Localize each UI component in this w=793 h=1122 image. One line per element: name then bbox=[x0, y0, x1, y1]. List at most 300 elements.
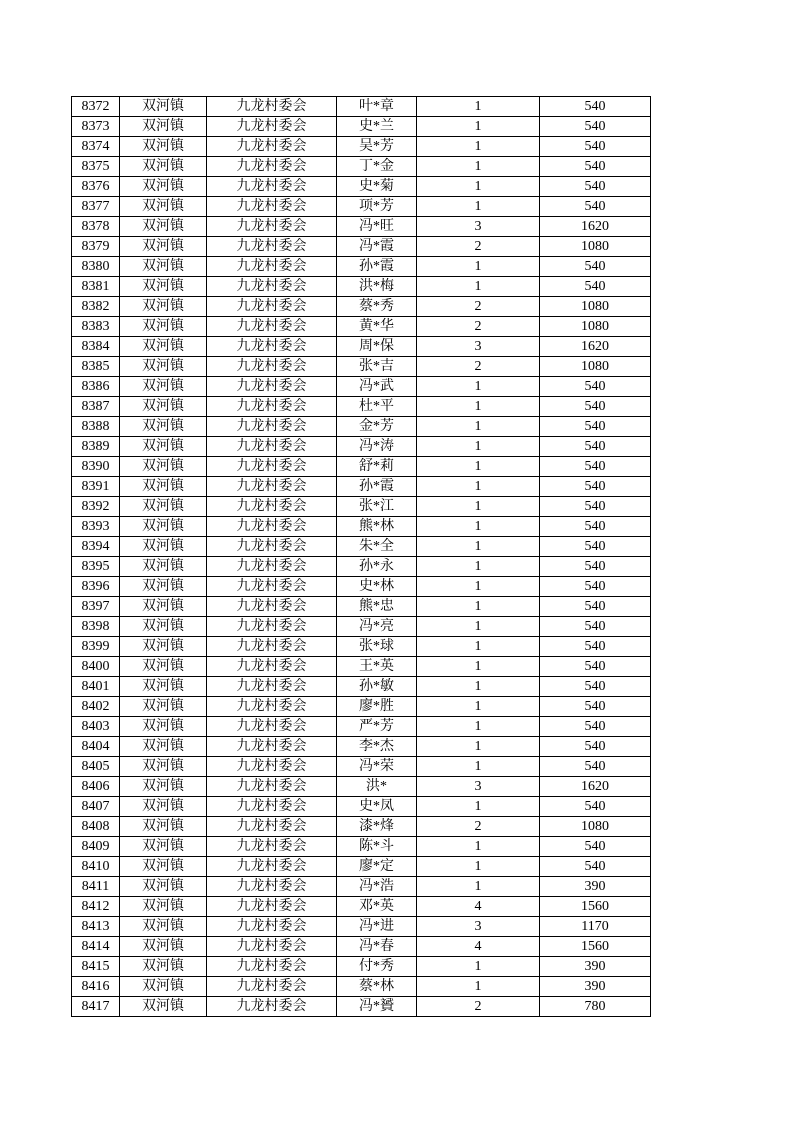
household-count-cell: 1 bbox=[417, 417, 540, 437]
row-number-cell: 8380 bbox=[72, 257, 120, 277]
household-count-cell: 3 bbox=[417, 917, 540, 937]
amount-cell: 540 bbox=[540, 637, 651, 657]
amount-cell: 540 bbox=[540, 557, 651, 577]
name-cell: 张*球 bbox=[337, 637, 417, 657]
household-count-cell: 1 bbox=[417, 617, 540, 637]
town-cell: 双河镇 bbox=[120, 317, 207, 337]
village-committee-cell: 九龙村委会 bbox=[207, 957, 337, 977]
household-count-cell: 1 bbox=[417, 717, 540, 737]
amount-cell: 540 bbox=[540, 537, 651, 557]
household-count-cell: 1 bbox=[417, 577, 540, 597]
town-cell: 双河镇 bbox=[120, 517, 207, 537]
name-cell: 冯*霞 bbox=[337, 237, 417, 257]
village-committee-cell: 九龙村委会 bbox=[207, 977, 337, 997]
household-count-cell: 3 bbox=[417, 337, 540, 357]
table-row bbox=[72, 357, 651, 377]
town-cell: 双河镇 bbox=[120, 717, 207, 737]
town-cell: 双河镇 bbox=[120, 917, 207, 937]
row-number-cell: 8389 bbox=[72, 437, 120, 457]
row-number-cell: 8372 bbox=[72, 97, 120, 117]
row-number-cell: 8378 bbox=[72, 217, 120, 237]
village-committee-cell: 九龙村委会 bbox=[207, 717, 337, 737]
amount-cell: 390 bbox=[540, 977, 651, 997]
table-row bbox=[72, 157, 651, 177]
household-count-cell: 1 bbox=[417, 197, 540, 217]
name-cell: 冯*春 bbox=[337, 937, 417, 957]
village-committee-cell: 九龙村委会 bbox=[207, 437, 337, 457]
row-number-cell: 8390 bbox=[72, 457, 120, 477]
table-row bbox=[72, 97, 651, 117]
village-committee-cell: 九龙村委会 bbox=[207, 277, 337, 297]
household-count-cell: 1 bbox=[417, 637, 540, 657]
household-count-cell: 2 bbox=[417, 817, 540, 837]
amount-cell: 540 bbox=[540, 397, 651, 417]
name-cell: 孙*霞 bbox=[337, 257, 417, 277]
village-committee-cell: 九龙村委会 bbox=[207, 837, 337, 857]
table-row bbox=[72, 497, 651, 517]
row-number-cell: 8397 bbox=[72, 597, 120, 617]
village-committee-cell: 九龙村委会 bbox=[207, 937, 337, 957]
town-cell: 双河镇 bbox=[120, 277, 207, 297]
village-committee-cell: 九龙村委会 bbox=[207, 697, 337, 717]
village-committee-cell: 九龙村委会 bbox=[207, 457, 337, 477]
row-number-cell: 8391 bbox=[72, 477, 120, 497]
town-cell: 双河镇 bbox=[120, 337, 207, 357]
town-cell: 双河镇 bbox=[120, 697, 207, 717]
row-number-cell: 8404 bbox=[72, 737, 120, 757]
table-row bbox=[72, 517, 651, 537]
amount-cell: 1080 bbox=[540, 317, 651, 337]
amount-cell: 540 bbox=[540, 137, 651, 157]
name-cell: 冯*荣 bbox=[337, 757, 417, 777]
town-cell: 双河镇 bbox=[120, 177, 207, 197]
village-committee-cell: 九龙村委会 bbox=[207, 297, 337, 317]
town-cell: 双河镇 bbox=[120, 257, 207, 277]
table-row bbox=[72, 617, 651, 637]
table-row bbox=[72, 577, 651, 597]
amount-cell: 540 bbox=[540, 97, 651, 117]
name-cell: 冯*亮 bbox=[337, 617, 417, 637]
row-number-cell: 8392 bbox=[72, 497, 120, 517]
amount-cell: 540 bbox=[540, 117, 651, 137]
amount-cell: 540 bbox=[540, 737, 651, 757]
village-committee-cell: 九龙村委会 bbox=[207, 137, 337, 157]
row-number-cell: 8417 bbox=[72, 997, 120, 1017]
row-number-cell: 8412 bbox=[72, 897, 120, 917]
table-row bbox=[72, 757, 651, 777]
row-number-cell: 8393 bbox=[72, 517, 120, 537]
table-row bbox=[72, 917, 651, 937]
town-cell: 双河镇 bbox=[120, 997, 207, 1017]
town-cell: 双河镇 bbox=[120, 937, 207, 957]
amount-cell: 540 bbox=[540, 497, 651, 517]
household-count-cell: 2 bbox=[417, 237, 540, 257]
town-cell: 双河镇 bbox=[120, 557, 207, 577]
amount-cell: 540 bbox=[540, 457, 651, 477]
household-count-cell: 2 bbox=[417, 297, 540, 317]
amount-cell: 390 bbox=[540, 877, 651, 897]
household-count-cell: 1 bbox=[417, 137, 540, 157]
amount-cell: 540 bbox=[540, 277, 651, 297]
town-cell: 双河镇 bbox=[120, 817, 207, 837]
amount-cell: 1560 bbox=[540, 937, 651, 957]
name-cell: 张*江 bbox=[337, 497, 417, 517]
row-number-cell: 8408 bbox=[72, 817, 120, 837]
household-count-cell: 1 bbox=[417, 477, 540, 497]
table-row bbox=[72, 677, 651, 697]
name-cell: 蔡*林 bbox=[337, 977, 417, 997]
village-committee-cell: 九龙村委会 bbox=[207, 257, 337, 277]
household-count-cell: 1 bbox=[417, 537, 540, 557]
village-committee-cell: 九龙村委会 bbox=[207, 317, 337, 337]
town-cell: 双河镇 bbox=[120, 457, 207, 477]
town-cell: 双河镇 bbox=[120, 657, 207, 677]
name-cell: 熊*林 bbox=[337, 517, 417, 537]
amount-cell: 540 bbox=[540, 697, 651, 717]
amount-cell: 540 bbox=[540, 857, 651, 877]
town-cell: 双河镇 bbox=[120, 637, 207, 657]
table-row bbox=[72, 417, 651, 437]
amount-cell: 540 bbox=[540, 257, 651, 277]
household-count-cell: 3 bbox=[417, 217, 540, 237]
village-committee-cell: 九龙村委会 bbox=[207, 197, 337, 217]
town-cell: 双河镇 bbox=[120, 957, 207, 977]
village-committee-cell: 九龙村委会 bbox=[207, 757, 337, 777]
table-row bbox=[72, 957, 651, 977]
amount-cell: 390 bbox=[540, 957, 651, 977]
village-committee-cell: 九龙村委会 bbox=[207, 237, 337, 257]
table-row bbox=[72, 857, 651, 877]
row-number-cell: 8403 bbox=[72, 717, 120, 737]
amount-cell: 540 bbox=[540, 797, 651, 817]
row-number-cell: 8374 bbox=[72, 137, 120, 157]
row-number-cell: 8385 bbox=[72, 357, 120, 377]
household-count-cell: 1 bbox=[417, 457, 540, 477]
town-cell: 双河镇 bbox=[120, 137, 207, 157]
row-number-cell: 8410 bbox=[72, 857, 120, 877]
row-number-cell: 8381 bbox=[72, 277, 120, 297]
amount-cell: 1080 bbox=[540, 357, 651, 377]
village-committee-cell: 九龙村委会 bbox=[207, 897, 337, 917]
row-number-cell: 8387 bbox=[72, 397, 120, 417]
name-cell: 杜*平 bbox=[337, 397, 417, 417]
village-committee-cell: 九龙村委会 bbox=[207, 97, 337, 117]
row-number-cell: 8411 bbox=[72, 877, 120, 897]
village-committee-cell: 九龙村委会 bbox=[207, 157, 337, 177]
town-cell: 双河镇 bbox=[120, 437, 207, 457]
town-cell: 双河镇 bbox=[120, 837, 207, 857]
name-cell: 廖*胜 bbox=[337, 697, 417, 717]
village-committee-cell: 九龙村委会 bbox=[207, 657, 337, 677]
town-cell: 双河镇 bbox=[120, 877, 207, 897]
town-cell: 双河镇 bbox=[120, 197, 207, 217]
name-cell: 张*吉 bbox=[337, 357, 417, 377]
household-count-cell: 1 bbox=[417, 797, 540, 817]
name-cell: 孙*霞 bbox=[337, 477, 417, 497]
name-cell: 金*芳 bbox=[337, 417, 417, 437]
table-body bbox=[72, 97, 651, 1017]
household-count-cell: 1 bbox=[417, 557, 540, 577]
table-row bbox=[72, 897, 651, 917]
household-count-cell: 1 bbox=[417, 877, 540, 897]
table-row bbox=[72, 657, 651, 677]
amount-cell: 540 bbox=[540, 437, 651, 457]
table-row bbox=[72, 217, 651, 237]
name-cell: 冯*进 bbox=[337, 917, 417, 937]
table-row bbox=[72, 697, 651, 717]
amount-cell: 1620 bbox=[540, 217, 651, 237]
row-number-cell: 8377 bbox=[72, 197, 120, 217]
town-cell: 双河镇 bbox=[120, 737, 207, 757]
name-cell: 付*秀 bbox=[337, 957, 417, 977]
town-cell: 双河镇 bbox=[120, 237, 207, 257]
village-committee-cell: 九龙村委会 bbox=[207, 537, 337, 557]
row-number-cell: 8375 bbox=[72, 157, 120, 177]
table-row bbox=[72, 637, 651, 657]
village-committee-cell: 九龙村委会 bbox=[207, 737, 337, 757]
table-row bbox=[72, 317, 651, 337]
name-cell: 蔡*秀 bbox=[337, 297, 417, 317]
row-number-cell: 8373 bbox=[72, 117, 120, 137]
household-count-cell: 1 bbox=[417, 497, 540, 517]
household-count-cell: 1 bbox=[417, 677, 540, 697]
amount-cell: 540 bbox=[540, 477, 651, 497]
row-number-cell: 8398 bbox=[72, 617, 120, 637]
village-committee-cell: 九龙村委会 bbox=[207, 817, 337, 837]
household-count-cell: 3 bbox=[417, 777, 540, 797]
household-count-cell: 4 bbox=[417, 937, 540, 957]
household-count-cell: 1 bbox=[417, 117, 540, 137]
household-count-cell: 2 bbox=[417, 357, 540, 377]
table-row bbox=[72, 197, 651, 217]
name-cell: 叶*章 bbox=[337, 97, 417, 117]
table-row bbox=[72, 177, 651, 197]
table-row bbox=[72, 797, 651, 817]
village-committee-cell: 九龙村委会 bbox=[207, 117, 337, 137]
village-committee-cell: 九龙村委会 bbox=[207, 917, 337, 937]
name-cell: 舒*莉 bbox=[337, 457, 417, 477]
table-row bbox=[72, 817, 651, 837]
town-cell: 双河镇 bbox=[120, 677, 207, 697]
name-cell: 吴*芳 bbox=[337, 137, 417, 157]
row-number-cell: 8384 bbox=[72, 337, 120, 357]
table-row bbox=[72, 477, 651, 497]
town-cell: 双河镇 bbox=[120, 117, 207, 137]
row-number-cell: 8388 bbox=[72, 417, 120, 437]
row-number-cell: 8400 bbox=[72, 657, 120, 677]
table-row bbox=[72, 537, 651, 557]
household-count-cell: 1 bbox=[417, 957, 540, 977]
town-cell: 双河镇 bbox=[120, 897, 207, 917]
village-committee-cell: 九龙村委会 bbox=[207, 797, 337, 817]
table-row bbox=[72, 237, 651, 257]
row-number-cell: 8383 bbox=[72, 317, 120, 337]
name-cell: 周*保 bbox=[337, 337, 417, 357]
row-number-cell: 8415 bbox=[72, 957, 120, 977]
name-cell: 严*芳 bbox=[337, 717, 417, 737]
household-count-cell: 1 bbox=[417, 177, 540, 197]
household-count-cell: 1 bbox=[417, 377, 540, 397]
town-cell: 双河镇 bbox=[120, 297, 207, 317]
amount-cell: 1080 bbox=[540, 297, 651, 317]
town-cell: 双河镇 bbox=[120, 157, 207, 177]
amount-cell: 780 bbox=[540, 997, 651, 1017]
name-cell: 廖*定 bbox=[337, 857, 417, 877]
amount-cell: 540 bbox=[540, 837, 651, 857]
amount-cell: 1620 bbox=[540, 337, 651, 357]
amount-cell: 540 bbox=[540, 657, 651, 677]
table-row bbox=[72, 277, 651, 297]
table-row bbox=[72, 977, 651, 997]
name-cell: 孙*永 bbox=[337, 557, 417, 577]
table-row bbox=[72, 737, 651, 757]
household-count-cell: 2 bbox=[417, 997, 540, 1017]
row-number-cell: 8379 bbox=[72, 237, 120, 257]
amount-cell: 1620 bbox=[540, 777, 651, 797]
table-row bbox=[72, 597, 651, 617]
table-row bbox=[72, 717, 651, 737]
table-row bbox=[72, 777, 651, 797]
name-cell: 史*林 bbox=[337, 577, 417, 597]
name-cell: 漆*烽 bbox=[337, 817, 417, 837]
data-table bbox=[71, 96, 651, 1017]
household-count-cell: 4 bbox=[417, 897, 540, 917]
row-number-cell: 8399 bbox=[72, 637, 120, 657]
town-cell: 双河镇 bbox=[120, 757, 207, 777]
town-cell: 双河镇 bbox=[120, 797, 207, 817]
village-committee-cell: 九龙村委会 bbox=[207, 617, 337, 637]
town-cell: 双河镇 bbox=[120, 597, 207, 617]
amount-cell: 540 bbox=[540, 617, 651, 637]
table-row bbox=[72, 297, 651, 317]
row-number-cell: 8395 bbox=[72, 557, 120, 577]
row-number-cell: 8413 bbox=[72, 917, 120, 937]
town-cell: 双河镇 bbox=[120, 397, 207, 417]
name-cell: 史*兰 bbox=[337, 117, 417, 137]
household-count-cell: 1 bbox=[417, 397, 540, 417]
town-cell: 双河镇 bbox=[120, 497, 207, 517]
village-committee-cell: 九龙村委会 bbox=[207, 517, 337, 537]
row-number-cell: 8409 bbox=[72, 837, 120, 857]
name-cell: 冯*贇 bbox=[337, 997, 417, 1017]
name-cell: 冯*浩 bbox=[337, 877, 417, 897]
amount-cell: 1170 bbox=[540, 917, 651, 937]
household-count-cell: 1 bbox=[417, 157, 540, 177]
household-count-cell: 1 bbox=[417, 837, 540, 857]
household-count-cell: 1 bbox=[417, 657, 540, 677]
row-number-cell: 8402 bbox=[72, 697, 120, 717]
name-cell: 冯*旺 bbox=[337, 217, 417, 237]
town-cell: 双河镇 bbox=[120, 977, 207, 997]
amount-cell: 1080 bbox=[540, 817, 651, 837]
amount-cell: 1080 bbox=[540, 237, 651, 257]
amount-cell: 1560 bbox=[540, 897, 651, 917]
table-row bbox=[72, 257, 651, 277]
town-cell: 双河镇 bbox=[120, 417, 207, 437]
household-count-cell: 1 bbox=[417, 737, 540, 757]
town-cell: 双河镇 bbox=[120, 537, 207, 557]
amount-cell: 540 bbox=[540, 577, 651, 597]
household-count-cell: 1 bbox=[417, 857, 540, 877]
table-row bbox=[72, 877, 651, 897]
name-cell: 丁*金 bbox=[337, 157, 417, 177]
row-number-cell: 8382 bbox=[72, 297, 120, 317]
household-count-cell: 1 bbox=[417, 97, 540, 117]
row-number-cell: 8406 bbox=[72, 777, 120, 797]
name-cell: 朱*全 bbox=[337, 537, 417, 557]
town-cell: 双河镇 bbox=[120, 577, 207, 597]
table-row bbox=[72, 117, 651, 137]
town-cell: 双河镇 bbox=[120, 477, 207, 497]
household-count-cell: 1 bbox=[417, 597, 540, 617]
amount-cell: 540 bbox=[540, 677, 651, 697]
village-committee-cell: 九龙村委会 bbox=[207, 577, 337, 597]
town-cell: 双河镇 bbox=[120, 97, 207, 117]
village-committee-cell: 九龙村委会 bbox=[207, 557, 337, 577]
row-number-cell: 8407 bbox=[72, 797, 120, 817]
name-cell: 李*杰 bbox=[337, 737, 417, 757]
name-cell: 邓*英 bbox=[337, 897, 417, 917]
name-cell: 陈*斗 bbox=[337, 837, 417, 857]
village-committee-cell: 九龙村委会 bbox=[207, 677, 337, 697]
amount-cell: 540 bbox=[540, 197, 651, 217]
name-cell: 史*凤 bbox=[337, 797, 417, 817]
amount-cell: 540 bbox=[540, 177, 651, 197]
amount-cell: 540 bbox=[540, 597, 651, 617]
village-committee-cell: 九龙村委会 bbox=[207, 337, 337, 357]
table-row bbox=[72, 377, 651, 397]
village-committee-cell: 九龙村委会 bbox=[207, 397, 337, 417]
table-row bbox=[72, 837, 651, 857]
table-row bbox=[72, 397, 651, 417]
household-count-cell: 2 bbox=[417, 317, 540, 337]
row-number-cell: 8414 bbox=[72, 937, 120, 957]
table-row bbox=[72, 997, 651, 1017]
name-cell: 冯*武 bbox=[337, 377, 417, 397]
name-cell: 王*英 bbox=[337, 657, 417, 677]
village-committee-cell: 九龙村委会 bbox=[207, 597, 337, 617]
table-row bbox=[72, 437, 651, 457]
name-cell: 洪* bbox=[337, 777, 417, 797]
row-number-cell: 8376 bbox=[72, 177, 120, 197]
village-committee-cell: 九龙村委会 bbox=[207, 377, 337, 397]
name-cell: 黄*华 bbox=[337, 317, 417, 337]
amount-cell: 540 bbox=[540, 717, 651, 737]
household-count-cell: 1 bbox=[417, 257, 540, 277]
household-count-cell: 1 bbox=[417, 277, 540, 297]
town-cell: 双河镇 bbox=[120, 857, 207, 877]
household-count-cell: 1 bbox=[417, 977, 540, 997]
town-cell: 双河镇 bbox=[120, 217, 207, 237]
village-committee-cell: 九龙村委会 bbox=[207, 357, 337, 377]
village-committee-cell: 九龙村委会 bbox=[207, 497, 337, 517]
village-committee-cell: 九龙村委会 bbox=[207, 857, 337, 877]
amount-cell: 540 bbox=[540, 417, 651, 437]
town-cell: 双河镇 bbox=[120, 377, 207, 397]
town-cell: 双河镇 bbox=[120, 357, 207, 377]
table-row bbox=[72, 137, 651, 157]
village-committee-cell: 九龙村委会 bbox=[207, 177, 337, 197]
table-row bbox=[72, 557, 651, 577]
household-count-cell: 1 bbox=[417, 517, 540, 537]
table-row bbox=[72, 937, 651, 957]
town-cell: 双河镇 bbox=[120, 617, 207, 637]
name-cell: 孙*敏 bbox=[337, 677, 417, 697]
household-count-cell: 1 bbox=[417, 697, 540, 717]
row-number-cell: 8401 bbox=[72, 677, 120, 697]
village-committee-cell: 九龙村委会 bbox=[207, 417, 337, 437]
name-cell: 冯*涛 bbox=[337, 437, 417, 457]
